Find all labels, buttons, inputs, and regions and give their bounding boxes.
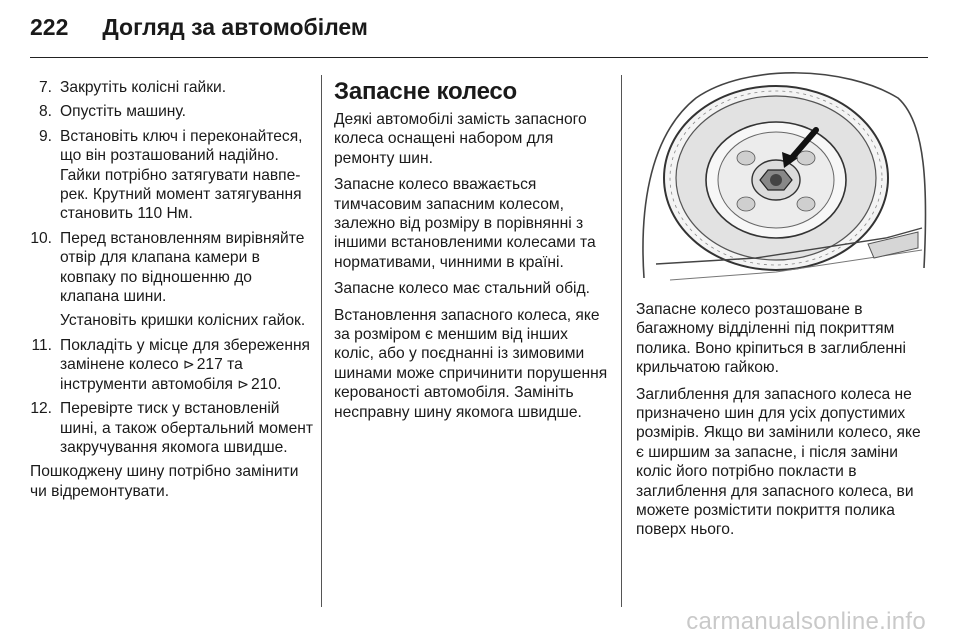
column-divider-1: [321, 75, 322, 607]
step-text: [60, 336, 314, 394]
section-title: Запасне колесо: [334, 78, 518, 105]
paragraph: Заглиблення для запасного колеса не призначено шин для усіх допустимих розмірів. Якщо ви замінили колесо, яке є ширшим за запасне, і після заміни коліс його потрібно покласти в заглиблення для запасного колеса, ви можете розмістити покриття полика поверх нього.: [636, 385, 921, 539]
step-10: [22, 229, 314, 331]
column-right: [636, 68, 928, 547]
step-7: [22, 78, 314, 97]
header-rule: [30, 57, 928, 58]
step-number: 11.: [31, 336, 52, 354]
paragraph: Запасне колесо розташоване в багажному відділенні під покриттям полика. Воно кріпиться в заглибленні крильчатою гайкою.: [636, 301, 907, 377]
column-middle: [334, 78, 610, 429]
column-left: [22, 78, 314, 506]
arrow-reference-icon: ⊳: [183, 356, 195, 373]
page-title: Догляд за автомобілем: [102, 14, 368, 40]
spare-wheel-illustration: [636, 68, 928, 290]
step-number: 9.: [38, 127, 52, 145]
paragraph: Деякі автомобілі замість запасного колеса оснащені набором для ремонту шин.: [334, 111, 587, 167]
step-number: 10.: [30, 229, 52, 247]
step-text: Установіть кришки колісних гайок.: [60, 312, 306, 330]
step-number: 8.: [38, 103, 52, 121]
spare-wheel-drawing: [636, 68, 928, 290]
step-text: Встановіть ключ і переконайтеся, що він розташований надійно. Гайки потрібно затягувати навперек. Крутний момент затягування становить 110 Нм.: [60, 127, 303, 223]
step-text-part: та інструменти автомобіля: [60, 356, 243, 393]
page-header: [30, 14, 368, 54]
page-reference-link[interactable]: [183, 356, 223, 373]
step-text: Перед встановленням вирівняйте отвір для клапана камери в ковпаку по відношенню до клапана шини.: [60, 229, 305, 306]
step-number: 12.: [30, 400, 52, 418]
reference-page: 217: [196, 356, 223, 374]
paragraph: Запасне колесо має стальний обід.: [334, 280, 590, 298]
closing-note: Пошкоджену шину потрібно замінити чи відремонтувати.: [30, 463, 299, 500]
step-text: Закрутіть колісні гайки.: [60, 79, 227, 96]
step-text: Перевірте тиск у встановленій шині, а також обертальний момент закручування якомога швидше.: [60, 400, 314, 456]
column-divider-2: [621, 75, 622, 607]
step-8: [22, 102, 314, 121]
step-text: Опустіть машину.: [60, 103, 186, 121]
step-number: 7.: [38, 79, 52, 96]
paragraph: Встановлення запасного колеса, яке за розміром є меншим від інших коліс, або у поєднанні із зимовими шинами може спричинити порушення керованості автомобіля. Замініть несправну шину якомога швидше.: [334, 306, 608, 421]
step-9: [22, 127, 314, 224]
step-12: [22, 399, 314, 457]
step-11: [22, 336, 314, 394]
paragraph: Запасне колесо вважається тимчасовим запасним колесом, залежно від розміру в порівнянні з іншими встановленими колесами та нормативами, чинними в країні.: [334, 176, 596, 271]
arrow-reference-icon: ⊳: [237, 375, 249, 392]
watermark: carmanualsonline.info: [686, 608, 926, 635]
step-text-part: Покладіть у місце для збереження замінене колесо: [60, 336, 311, 374]
page-number: 222: [30, 14, 69, 40]
reference-page: 210.: [251, 375, 282, 393]
page-reference-link[interactable]: [237, 376, 281, 393]
